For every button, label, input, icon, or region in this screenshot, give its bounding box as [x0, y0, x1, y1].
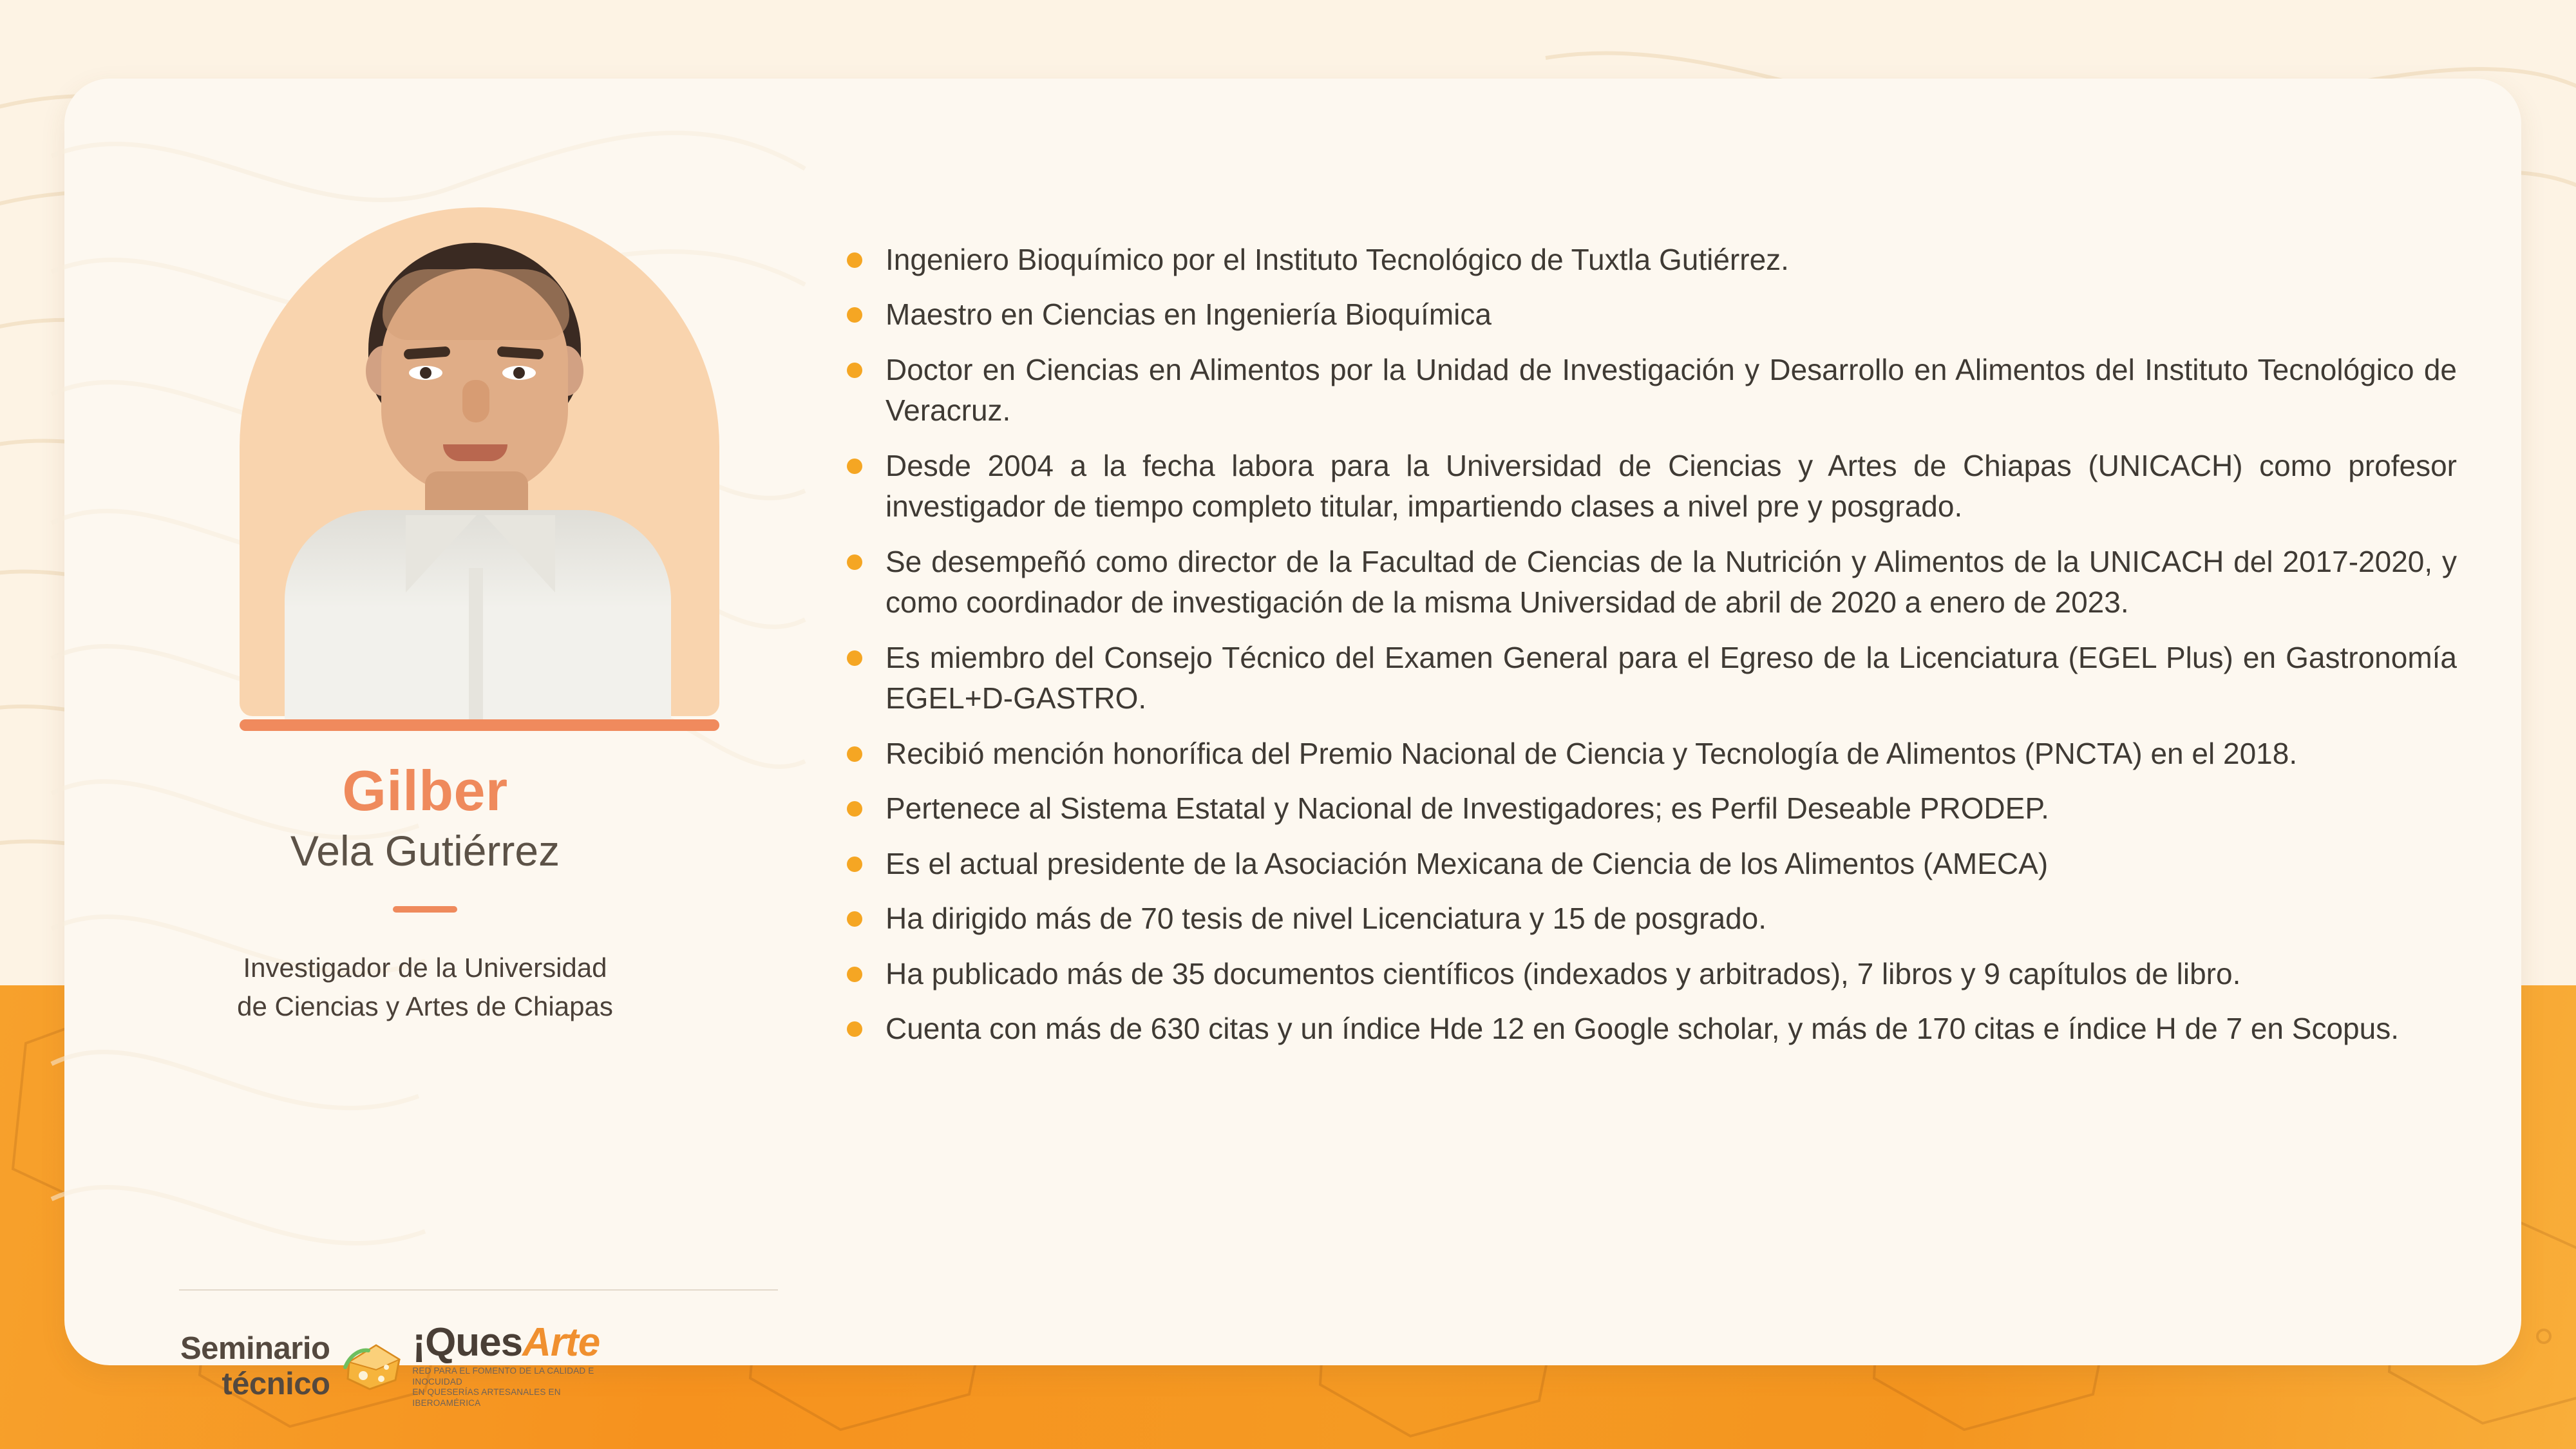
profile-card	[64, 79, 2521, 1408]
quesarte-tagline-line-2: EN QUESERÍAS ARTESANALES EN IBEROAMÉRICA	[412, 1387, 561, 1408]
speaker-role-line-2: de Ciencias y Artes de Chiapas	[237, 990, 613, 1021]
list-item-text: Doctor en Ciencias en Alimentos por la Unidad de Investigación y Desarrollo en Alimentos del Instituto Tecnológico de Veracruz.	[886, 352, 2457, 428]
speaker-column	[64, 79, 786, 1408]
list-item	[847, 542, 2457, 623]
cheese-icon	[344, 1340, 403, 1393]
bullet-dot-icon	[847, 746, 862, 762]
bullet-dot-icon	[847, 554, 862, 570]
bullet-dot-icon	[847, 650, 862, 666]
speaker-last-name: Vela Gutiérrez	[290, 827, 560, 875]
quesarte-tagline-line-1: RED PARA EL FOMENTO DE LA CALIDAD E INOCUIDAD	[412, 1365, 594, 1387]
list-item-text: Es miembro del Consejo Técnico del Examen General para el Egreso de la Licenciatura (EGEL Plus) en Gastronomía EGEL+D-GASTRO.	[886, 640, 2457, 715]
quesarte-tagline	[412, 1366, 625, 1410]
portrait-eye-right	[502, 366, 536, 380]
speaker-role	[64, 949, 786, 1025]
list-item	[847, 844, 2457, 884]
bullet-dot-icon	[847, 1021, 862, 1037]
footer-logos	[180, 1321, 779, 1412]
biography-list	[847, 240, 2457, 1064]
list-item-text: Se desempeñó como director de la Facultad de Ciencias de la Nutrición y Alimentos de la UNICACH del 2017-2020, y como coordinador de investigación de la misma Universidad de abril de 2020 a enero de 2023.	[886, 544, 2457, 620]
bullet-dot-icon	[847, 911, 862, 927]
name-divider	[393, 906, 457, 913]
portrait-eye-left	[409, 366, 442, 380]
list-item	[847, 898, 2457, 939]
portrait-forehead-shadow	[383, 269, 569, 340]
quesarte-wordmark	[412, 1320, 625, 1365]
speaker-role-line-1: Investigador de la Universidad	[243, 952, 607, 983]
photo-underline	[240, 719, 719, 731]
portrait-pupil-left	[420, 367, 431, 379]
seminario-line-1: Seminario	[180, 1331, 330, 1367]
list-item	[847, 446, 2457, 527]
list-item-text: Desde 2004 a la fecha labora para la Universidad de Ciencias y Artes de Chiapas (UNICACH) como profesor investigador de tiempo completo titular, impartiendo clases a nivel pre y posgrado.	[886, 448, 2457, 524]
list-item	[847, 788, 2457, 829]
speaker-first-name: Gilber	[342, 759, 508, 822]
list-item	[847, 954, 2457, 994]
seminario-line-2: técnico	[222, 1367, 330, 1401]
portrait-shirt-placket	[469, 568, 483, 729]
list-item-text: Cuenta con más de 630 citas y un índice Hde 12 en Google scholar, y más de 170 citas e índice H de 7 en Scopus.	[886, 1012, 2399, 1046]
bullet-dot-icon	[847, 967, 862, 982]
bullet-dot-icon	[847, 459, 862, 474]
bullet-dot-icon	[847, 363, 862, 378]
quesarte-suffix: Arte	[522, 1320, 600, 1365]
list-item-text: Es el actual presidente de la Asociación Mexicana de Ciencia de los Alimentos (AMECA)	[886, 846, 2049, 880]
footer-divider	[179, 1289, 778, 1291]
list-item-text: Maestro en Ciencias en Ingeniería Bioquímica	[886, 298, 1492, 332]
quesarte-logo	[344, 1320, 625, 1409]
speaker-photo	[240, 207, 719, 739]
quesarte-prefix: ¡Ques	[412, 1320, 523, 1365]
list-item	[847, 1009, 2457, 1049]
portrait-pupil-right	[513, 367, 525, 379]
portrait-collar-left	[406, 515, 477, 592]
quesarte-text	[412, 1320, 625, 1409]
seminario-tecnico-logo	[180, 1331, 330, 1402]
list-item-text: Ingeniero Bioquímico por el Instituto Tecnológico de Tuxtla Gutiérrez.	[886, 243, 1789, 276]
list-item	[847, 294, 2457, 335]
portrait-collar-right	[484, 515, 555, 592]
list-item	[847, 240, 2457, 280]
list-item-text: Recibió mención honorífica del Premio Nacional de Ciencia y Tecnología de Alimentos (PNCTA) en el 2018.	[886, 736, 2298, 770]
list-item	[847, 734, 2457, 774]
portrait-mouth	[443, 444, 507, 461]
list-item-text: Ha dirigido más de 70 tesis de nivel Licenciatura y 15 de posgrado.	[886, 902, 1767, 936]
list-item-text: Ha publicado más de 35 documentos científicos (indexados y arbitrados), 7 libros y 9 capítulos de libro.	[886, 956, 2241, 990]
photo-clip	[240, 207, 719, 716]
list-item-text: Pertenece al Sistema Estatal y Nacional de Investigadores; es Perfil Deseable PRODEP.	[886, 791, 2049, 826]
list-item	[847, 638, 2457, 719]
speaker-name-block	[64, 761, 786, 1025]
bullet-dot-icon	[847, 252, 862, 268]
bullet-dot-icon	[847, 857, 862, 872]
bullet-dot-icon	[847, 307, 862, 323]
bullet-dot-icon	[847, 801, 862, 817]
portrait-nose	[462, 380, 489, 422]
list-item	[847, 350, 2457, 431]
